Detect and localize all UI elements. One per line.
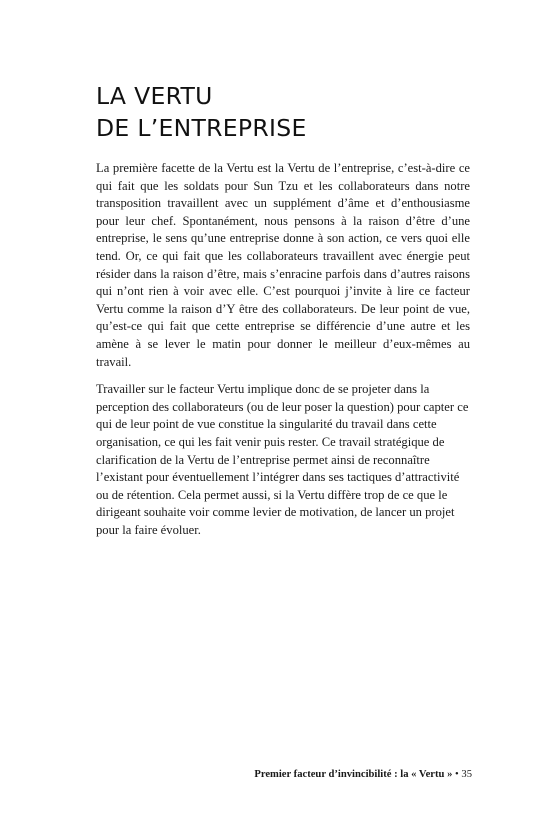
footer-separator: • <box>452 769 462 780</box>
body-text <box>96 160 470 549</box>
chapter-title <box>96 80 307 144</box>
page-number: 35 <box>461 769 472 780</box>
paragraph-2: Travailler sur le facteur Vertu implique donc de se projeter dans la perception des collaborateurs (ou de leur poser la question) pour capter ce qui de leur point de vue constitue la singularité du travail dans cette organisation, ce qui les fait venir puis rester. Ce travail stratégique de clarification de la Vertu de l’entreprise permet ainsi de reconnaître l’existant pour éventuellement l’intégrer dans ses tactiques d’attractivité ou de rétention. Cela permet aussi, si la Vertu diffère trop de ce que le dirigeant souhaite voir comme levier de motivation, de lancer un projet pour la faire évoluer. <box>96 382 469 537</box>
page-footer <box>254 769 472 780</box>
paragraph-1: La première facette de la Vertu est la Vertu de l’entreprise, c’est-à-dire ce qui fait que les soldats pour Sun Tzu et les collaborateurs dans notre transposition travaillent avec un supplément d’âme et d’enthousiasme pour leur chef. Spontanément, nous pensons à la raison d’être d’une entreprise, le sens qu’une entreprise donne à son action, ce vers quoi elle tend. Or, ce qui fait que les collaborateurs travaillent avec énergie peut résider dans la raison d’être, mais s’enracine parfois dans d’autres raisons qui n’ont rien à voir avec elle. C’est pourquoi j’invite à lire ce facteur Vertu comme la raison d’Y être des collaborateurs. De leur point de vue, qu’est-ce qui fait que cette entreprise se différencie d’une autre et les amène à se lever le matin pour donner le meilleur d’eux-mêmes au travail. <box>96 161 470 369</box>
chapter-title-line-1: LA VERTU <box>96 82 213 110</box>
running-head: Premier facteur d’invincibilité : la « Vertu » <box>254 769 453 780</box>
chapter-title-line-2: DE L’ENTREPRISE <box>96 114 307 142</box>
